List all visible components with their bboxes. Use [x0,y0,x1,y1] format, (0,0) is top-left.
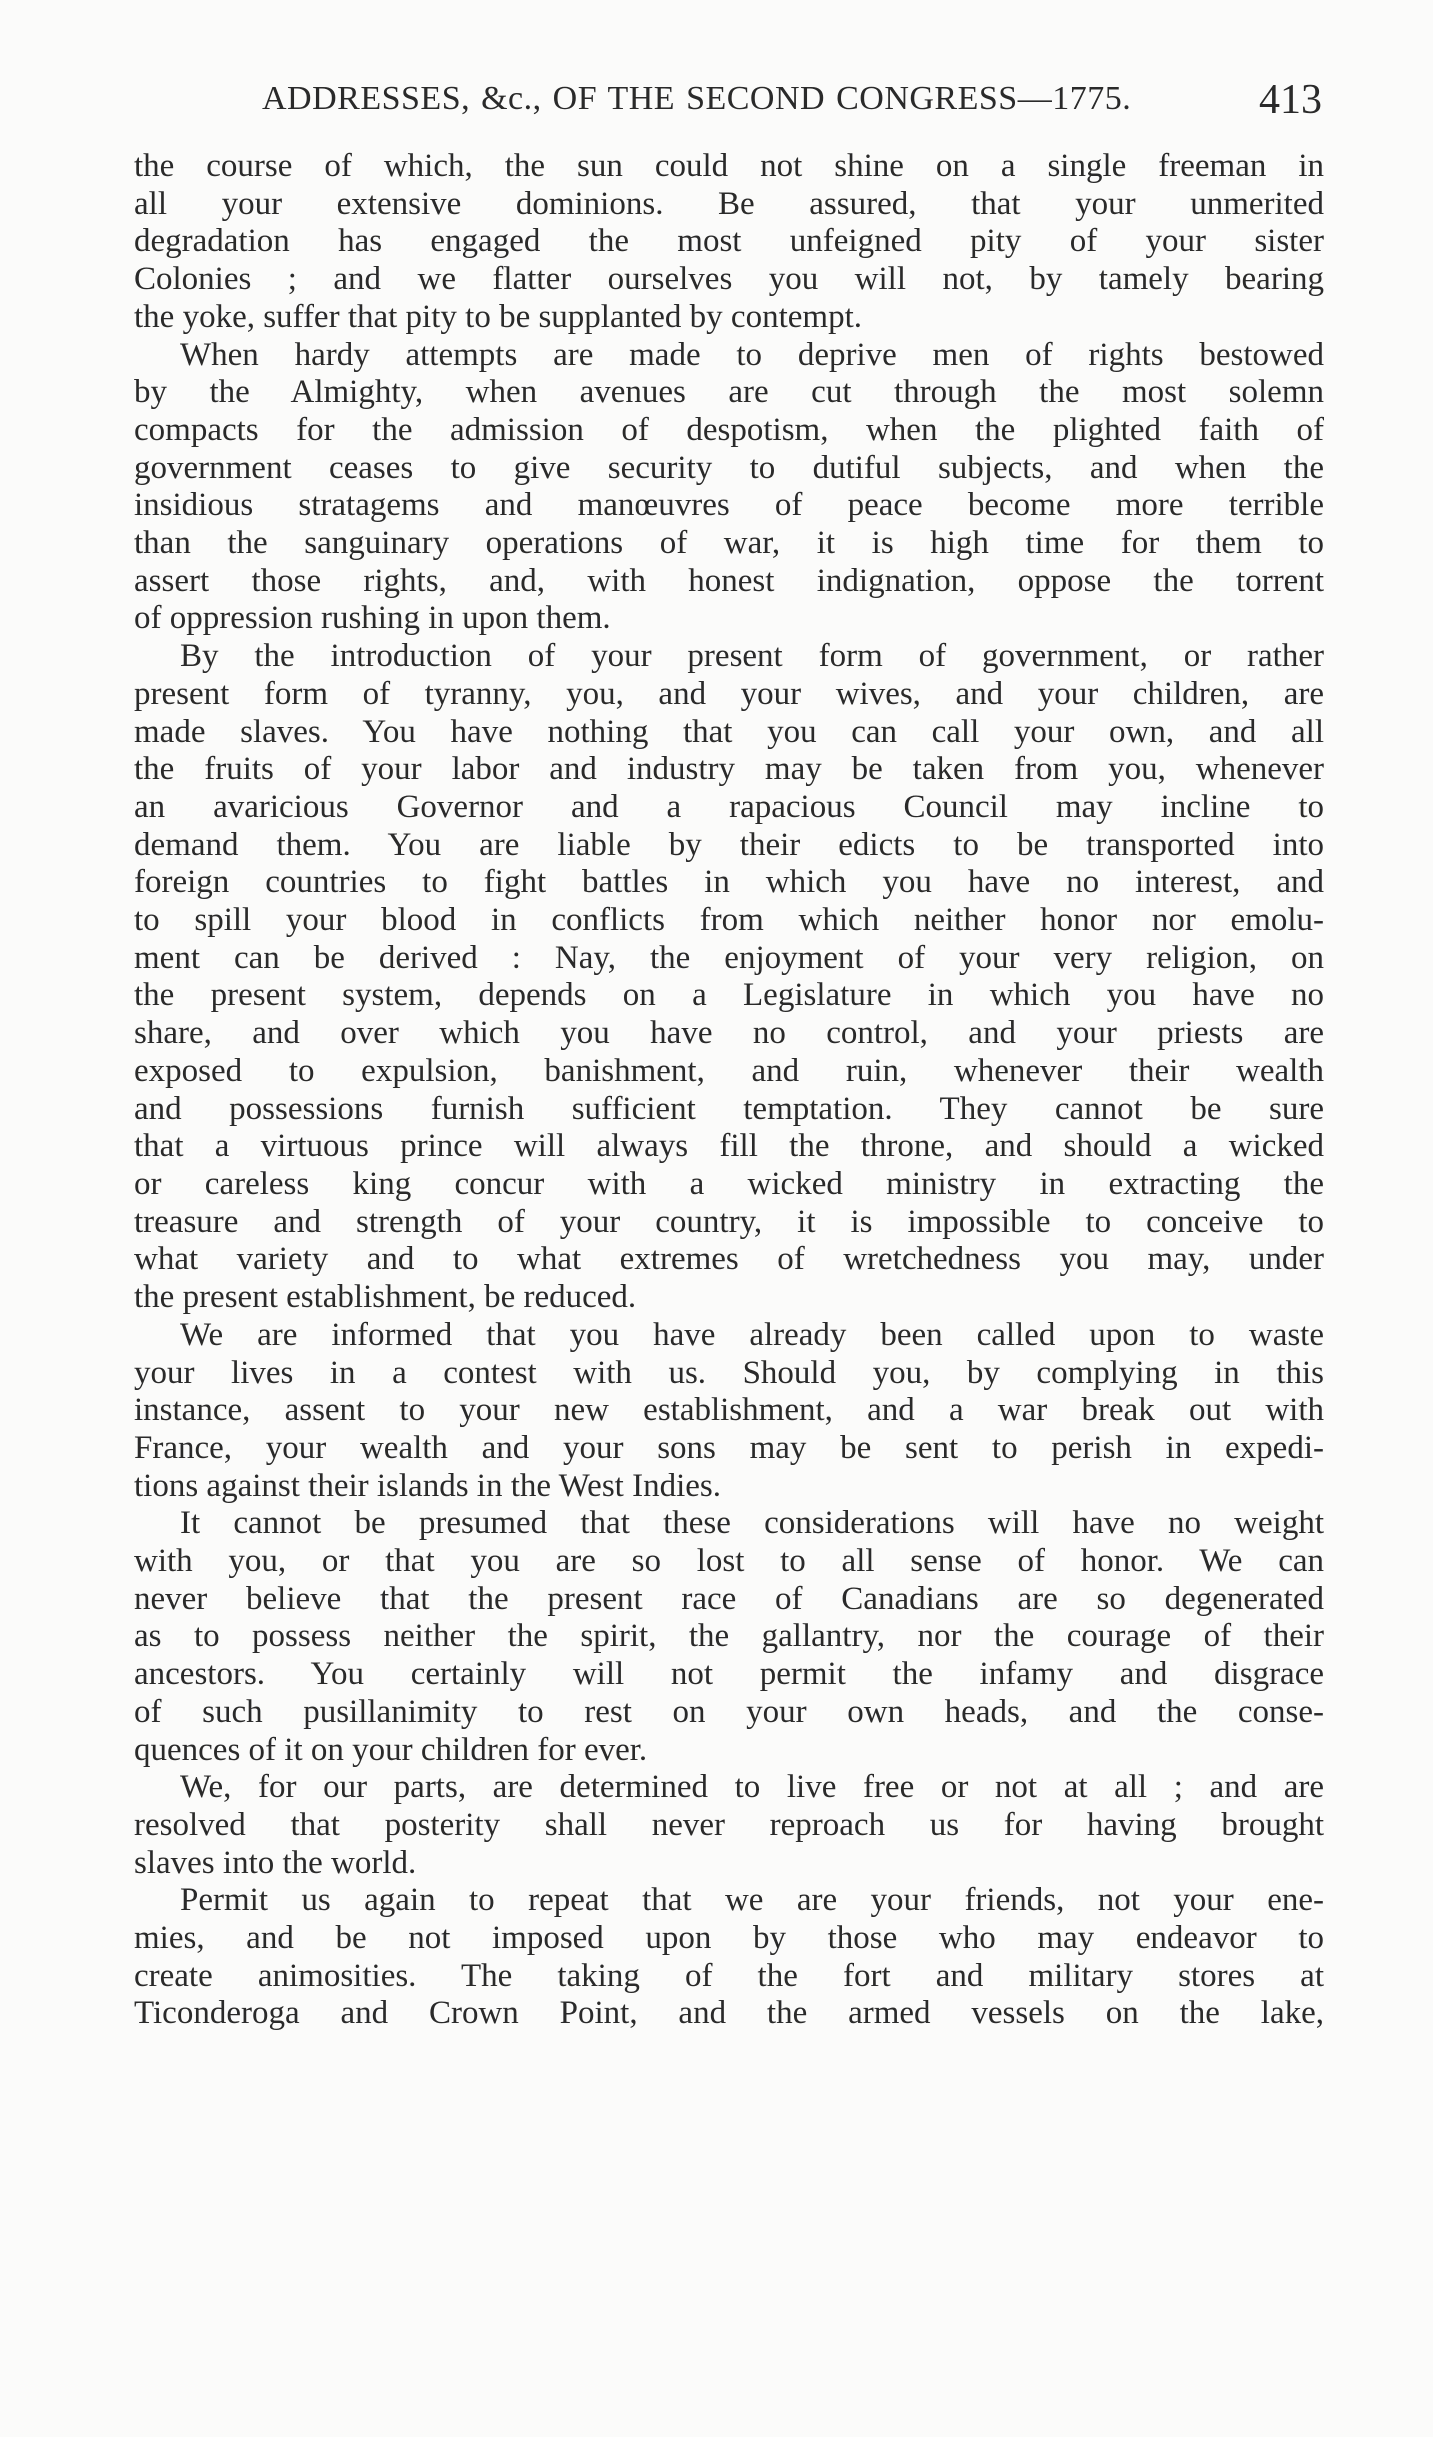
text-line: Ticonderoga and Crown Point, and the armed vessels on the lake, [134,1995,1324,2032]
text-line: share, and over which you have no control, and your priests are [134,1015,1324,1052]
text-line: It cannot be presumed that these considerations will have no weight [180,1505,1324,1542]
text-line: as to possess neither the spirit, the gallantry, nor the courage of their [134,1618,1324,1655]
text-line: that a virtuous prince will always fill the throne, and should a wicked [134,1128,1324,1165]
text-line: and possessions furnish sufficient temptation. They cannot be sure [134,1090,1324,1127]
text-line: all your extensive dominions. Be assured, that your unmerited [134,185,1324,222]
text-line: the course of which, the sun could not shine on a single freeman in [134,148,1324,184]
text-line: the fruits of your labor and industry may be taken from you, whenever [134,751,1324,788]
text-line: the yoke, suffer that pity to be supplanted by contempt. [134,298,862,335]
text-line: compacts for the admission of despotism, when the plighted faith of [134,411,1324,448]
text-line: foreign countries to fight battles in which you have no interest, and [134,864,1324,901]
text-line: instance, assent to your new establishment, and a war break out with [134,1392,1324,1429]
text-line: resolved that posterity shall never reproach us for having brought [134,1806,1324,1843]
page-header [262,72,1322,132]
text-line: present form of tyranny, you, and your wives, and your children, are [134,675,1324,712]
paragraph [134,1882,1324,2033]
text-line: exposed to expulsion, banishment, and ruin, whenever their wealth [134,1052,1324,1089]
text-line: By the introduction of your present form of government, or rather [180,638,1324,675]
text-line: treasure and strength of your country, it is impossible to conceive to [134,1203,1324,1240]
text-line: by the Almighty, when avenues are cut through the most solemn [134,374,1324,411]
text-line: assert those rights, and, with honest indignation, oppose the torrent [134,562,1324,599]
paragraph [134,638,1324,1317]
text-line: what variety and to what extremes of wretchedness you may, under [134,1241,1324,1278]
body-text [134,148,1324,2033]
text-line: Permit us again to repeat that we are your friends, not your ene- [180,1882,1324,1919]
text-line: the present establishment, be reduced. [134,1279,637,1316]
text-line: slaves into the world. [134,1844,417,1881]
text-line: to spill your blood in conflicts from which neither honor nor emolu- [134,902,1324,939]
text-line: degradation has engaged the most unfeigned pity of your sister [134,223,1324,260]
text-line: We are informed that you have already been called upon to waste [180,1316,1324,1353]
text-line: made slaves. You have nothing that you can call your own, and all [134,713,1324,750]
page-number: 413 [1259,77,1322,123]
text-line: demand them. You are liable by their edicts to be transported into [134,826,1324,863]
paragraph [134,1505,1324,1769]
paragraph [134,337,1324,639]
text-line: When hardy attempts are made to deprive men of rights bestowed [180,336,1324,373]
text-line: of such pusillanimity to rest on your own heads, and the conse- [134,1693,1324,1730]
text-line: ancestors. You certainly will not permit the infamy and disgrace [134,1656,1324,1693]
text-line: insidious stratagems and manœuvres of peace become more terrible [134,487,1324,524]
text-line: We, for our parts, are determined to live free or not at all ; and are [180,1769,1324,1806]
text-line: of oppression rushing in upon them. [134,600,611,637]
text-line: mies, and be not imposed upon by those who may endeavor to [134,1920,1324,1957]
text-line: the present system, depends on a Legislature in which you have no [134,977,1324,1014]
running-head: ADDRESSES, &c., OF THE SECOND CONGRESS—1775. [262,80,1132,117]
text-line: ment can be derived : Nay, the enjoyment of your very religion, on [134,939,1324,976]
text-line: create animosities. The taking of the fort and military stores at [134,1957,1324,1994]
text-line: government ceases to give security to dutiful subjects, and when the [134,449,1324,486]
text-line: than the sanguinary operations of war, it is high time for them to [134,525,1324,562]
text-line: tions against their islands in the West Indies. [134,1467,721,1504]
text-line: France, your wealth and your sons may be sent to perish in expedi- [134,1429,1324,1466]
paragraph [134,1769,1324,1882]
text-line: or careless king concur with a wicked ministry in extracting the [134,1165,1324,1202]
text-line: Colonies ; and we flatter ourselves you will not, by tamely bearing [134,261,1324,298]
text-line: quences of it on your children for ever. [134,1731,648,1768]
text-line: with you, or that you are so lost to all sense of honor. We can [134,1543,1324,1580]
text-line: never believe that the present race of Canadians are so degenerated [134,1580,1324,1617]
paragraph [134,148,1324,337]
paragraph [134,1317,1324,1506]
text-line: your lives in a contest with us. Should you, by complying in this [134,1354,1324,1391]
text-line: an avaricious Governor and a rapacious Council may incline to [134,788,1324,825]
